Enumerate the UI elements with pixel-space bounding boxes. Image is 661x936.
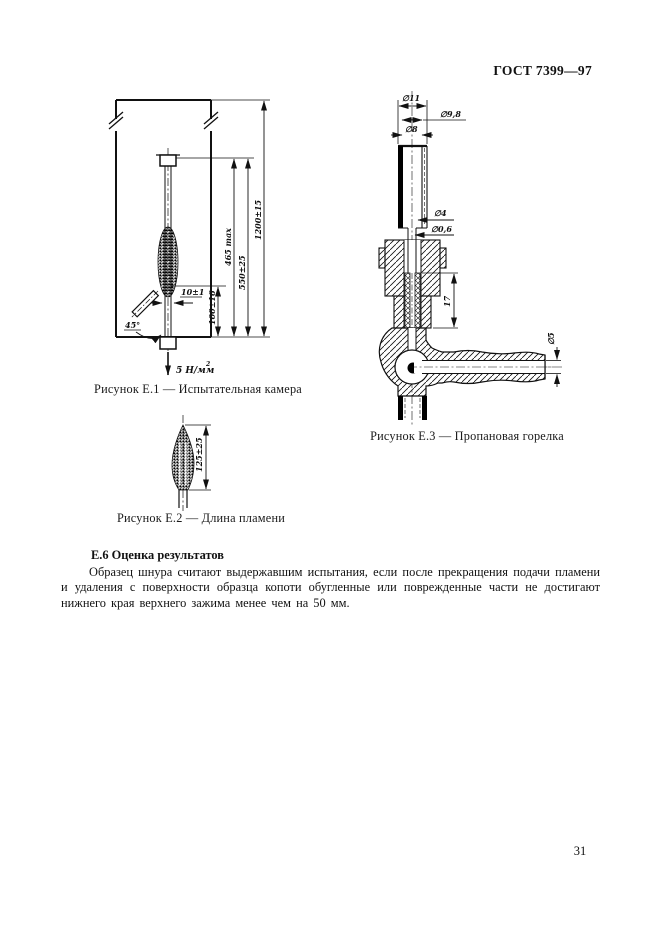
dim-label-550: 550±25 (237, 255, 247, 290)
figure-e3-drawing (378, 88, 588, 432)
figure-e2-drawing (140, 413, 250, 513)
specimen-cord (156, 148, 180, 356)
flame-shape (172, 425, 194, 490)
wall-break-marks (109, 112, 218, 129)
load-label: 5 Н/мм (176, 366, 215, 376)
angle-label-45: 45° (125, 320, 141, 330)
dim-label-10: 10±1 (181, 287, 205, 297)
document-header-title: ГОСТ 7399—97 (493, 63, 592, 78)
jet-insert (404, 240, 421, 328)
flame-on-specimen (158, 227, 178, 297)
section-e6 (61, 548, 600, 611)
dim-label-465: 465 max (223, 228, 233, 266)
dim-label-d8: ∅8 (405, 124, 418, 134)
extension-lines-top (398, 100, 466, 144)
section-e6-heading: Е.6 Оценка результатов (91, 548, 224, 562)
dimension-lines (136, 101, 264, 338)
dim-label-125: 125±25 (194, 437, 204, 472)
bottom-stub (398, 396, 427, 420)
figure-e2-caption: Рисунок Е.2 — Длина пламени (116, 511, 285, 525)
figure-e3-caption: Рисунок Е.3 — Пропановая горелка (370, 429, 564, 443)
page-number: 31 (573, 844, 587, 858)
vertical-passage (408, 328, 416, 352)
dim-label-d06: ∅0,6 (431, 224, 452, 234)
load-label-sup: 2 (206, 361, 211, 368)
dim-label-d4: ∅4 (434, 208, 447, 218)
upper-clamp (160, 155, 176, 166)
figure-e1-caption: Рисунок Е.1 — Испытательная камера (94, 382, 302, 396)
test-chamber-outline (116, 100, 211, 337)
dim-label-d5: ∅5 (546, 332, 556, 345)
dim-label-100: 100±16 (207, 290, 217, 325)
dim-label-d98: ∅9,8 (440, 109, 461, 119)
dim-label-1200: 1200±15 (253, 199, 263, 240)
section-e6-paragraph: Образец шнура считают выдержавшим испытания, если после прекращения подачи пламени и удаления с поверхности образца копоти обугленные или поврежденные части не достигают нижнего края верхнего зажима менее чем на 50 мм. (61, 564, 600, 610)
burner-tube-45 (129, 289, 160, 320)
lower-clamp (160, 337, 176, 349)
dim-label-17: 17 (442, 295, 452, 307)
dim-label-d11: ∅11 (402, 93, 421, 103)
figure-e1-drawing (96, 94, 296, 390)
